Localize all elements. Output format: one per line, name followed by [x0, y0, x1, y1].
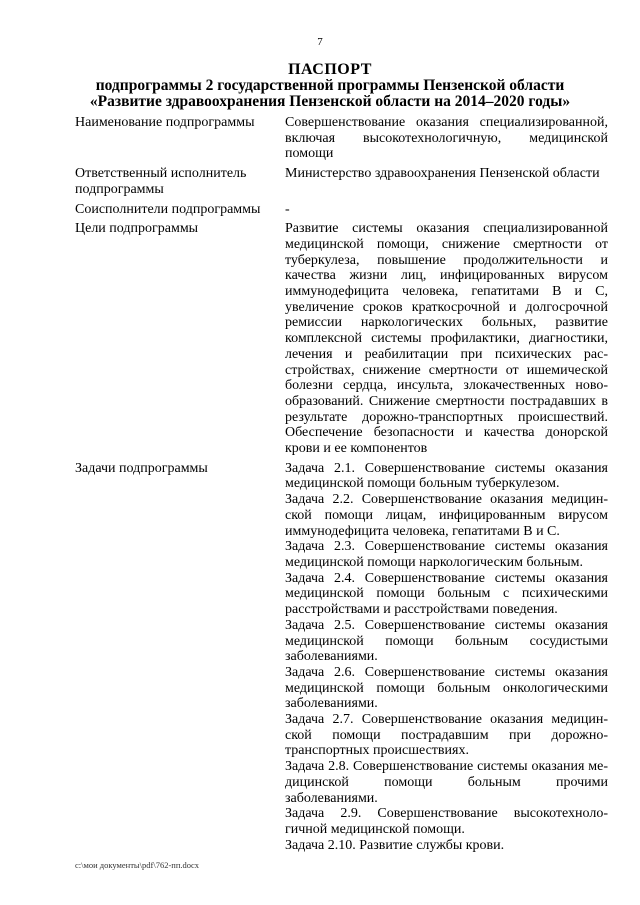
task-item: Задача 2.4. Совершенствование системы оказания медицинской помощи больным с психическими расстройствами и расстройствами поведения.	[285, 570, 608, 618]
task-item: Задача 2.6. Совершенствование системы оказания медицинской помощи больным онкологическими заболеваниями.	[285, 664, 608, 712]
task-item: Задача 2.1. Совершенствование системы оказания медицинской помощи больным туберкулезом.	[285, 460, 608, 492]
label-coexecutors: Соисполнители подпрограммы	[75, 201, 261, 217]
subtitle-line-1: подпрограммы 2 государственной программы Пензенской области	[95, 77, 565, 94]
row-name	[75, 115, 608, 166]
label-tasks: Задачи подпрограммы	[75, 460, 208, 476]
value-executor: Министерство здравоохранения Пензенской области	[285, 166, 600, 182]
task-item: Задача 2.9. Совершенствование высокотехноло-гичной медицинской помощи.	[285, 806, 608, 837]
value-coexecutors: -	[285, 201, 290, 217]
value-tasks	[285, 461, 608, 858]
document-title	[60, 62, 600, 110]
label-name: Наименование подпрограммы	[75, 115, 255, 130]
passport-table	[75, 115, 608, 857]
value-name: Совершенствование оказания специализированной, включая высокотехнологичную, медицинской помощи	[285, 115, 608, 162]
title-passport: ПАСПОРТ	[288, 61, 372, 78]
row-goals	[75, 221, 608, 461]
label-goals: Цели подпрограммы	[75, 221, 199, 237]
page-number: 7	[317, 36, 323, 48]
task-item: Задача 2.2. Совершенствование оказания медицин-ской помощи лицам, инфицированным вирусом иммунодефицита человека, гепатитами В и С.	[285, 492, 608, 539]
task-item: Задача 2.5. Совершенствование системы оказания медицинской помощи больным сосудистыми заболеваниями.	[285, 617, 608, 665]
task-item: Задача 2.3. Совершенствование системы оказания медицинской помощи наркологическим больным.	[285, 539, 608, 570]
value-goals: Развитие системы оказания специализированной медицинской помощи, снижение смертности от туберкулеза, повышение продолжительности и качества жизни лиц, инфицированных вирусом иммунодефицита человека, гепатитами В и С, увеличение сроков краткосрочной и долгосрочной ремиссии наркологических больных, развитие комплексной системы профилактики, диагностики, лечения и реабилитации при психических рас-стройствах, снижение смертности от ишемической болезни сердца, инсульта, злокачественных ново-образований. Снижение смертности пострадавших в результате дорожно-транспортных происшествий. Обеспечение безопасности и качества донорской крови и ее компонентов	[285, 221, 608, 457]
task-item: Задача 2.7. Совершенствование оказания медицин-ской помощи пострадавшим при дорожно-транспортных происшествиях.	[285, 712, 608, 759]
row-coexecutors	[75, 202, 608, 222]
subtitle-line-2: «Развитие здравоохранения Пензенской области на 2014–2020 годы»	[89, 93, 571, 110]
row-executor	[75, 166, 608, 201]
task-item: Задача 2.8. Совершенствование системы оказания ме-дицинской помощи больным прочими заболеваниями.	[285, 759, 608, 806]
row-tasks	[75, 461, 608, 858]
label-executor: Ответственный исполнитель подпрограммы	[75, 166, 247, 197]
file-path-footer: c:\мои документы\pdf\762-пп.docx	[75, 860, 200, 870]
task-item: Задача 2.10. Развитие службы крови.	[285, 837, 505, 853]
